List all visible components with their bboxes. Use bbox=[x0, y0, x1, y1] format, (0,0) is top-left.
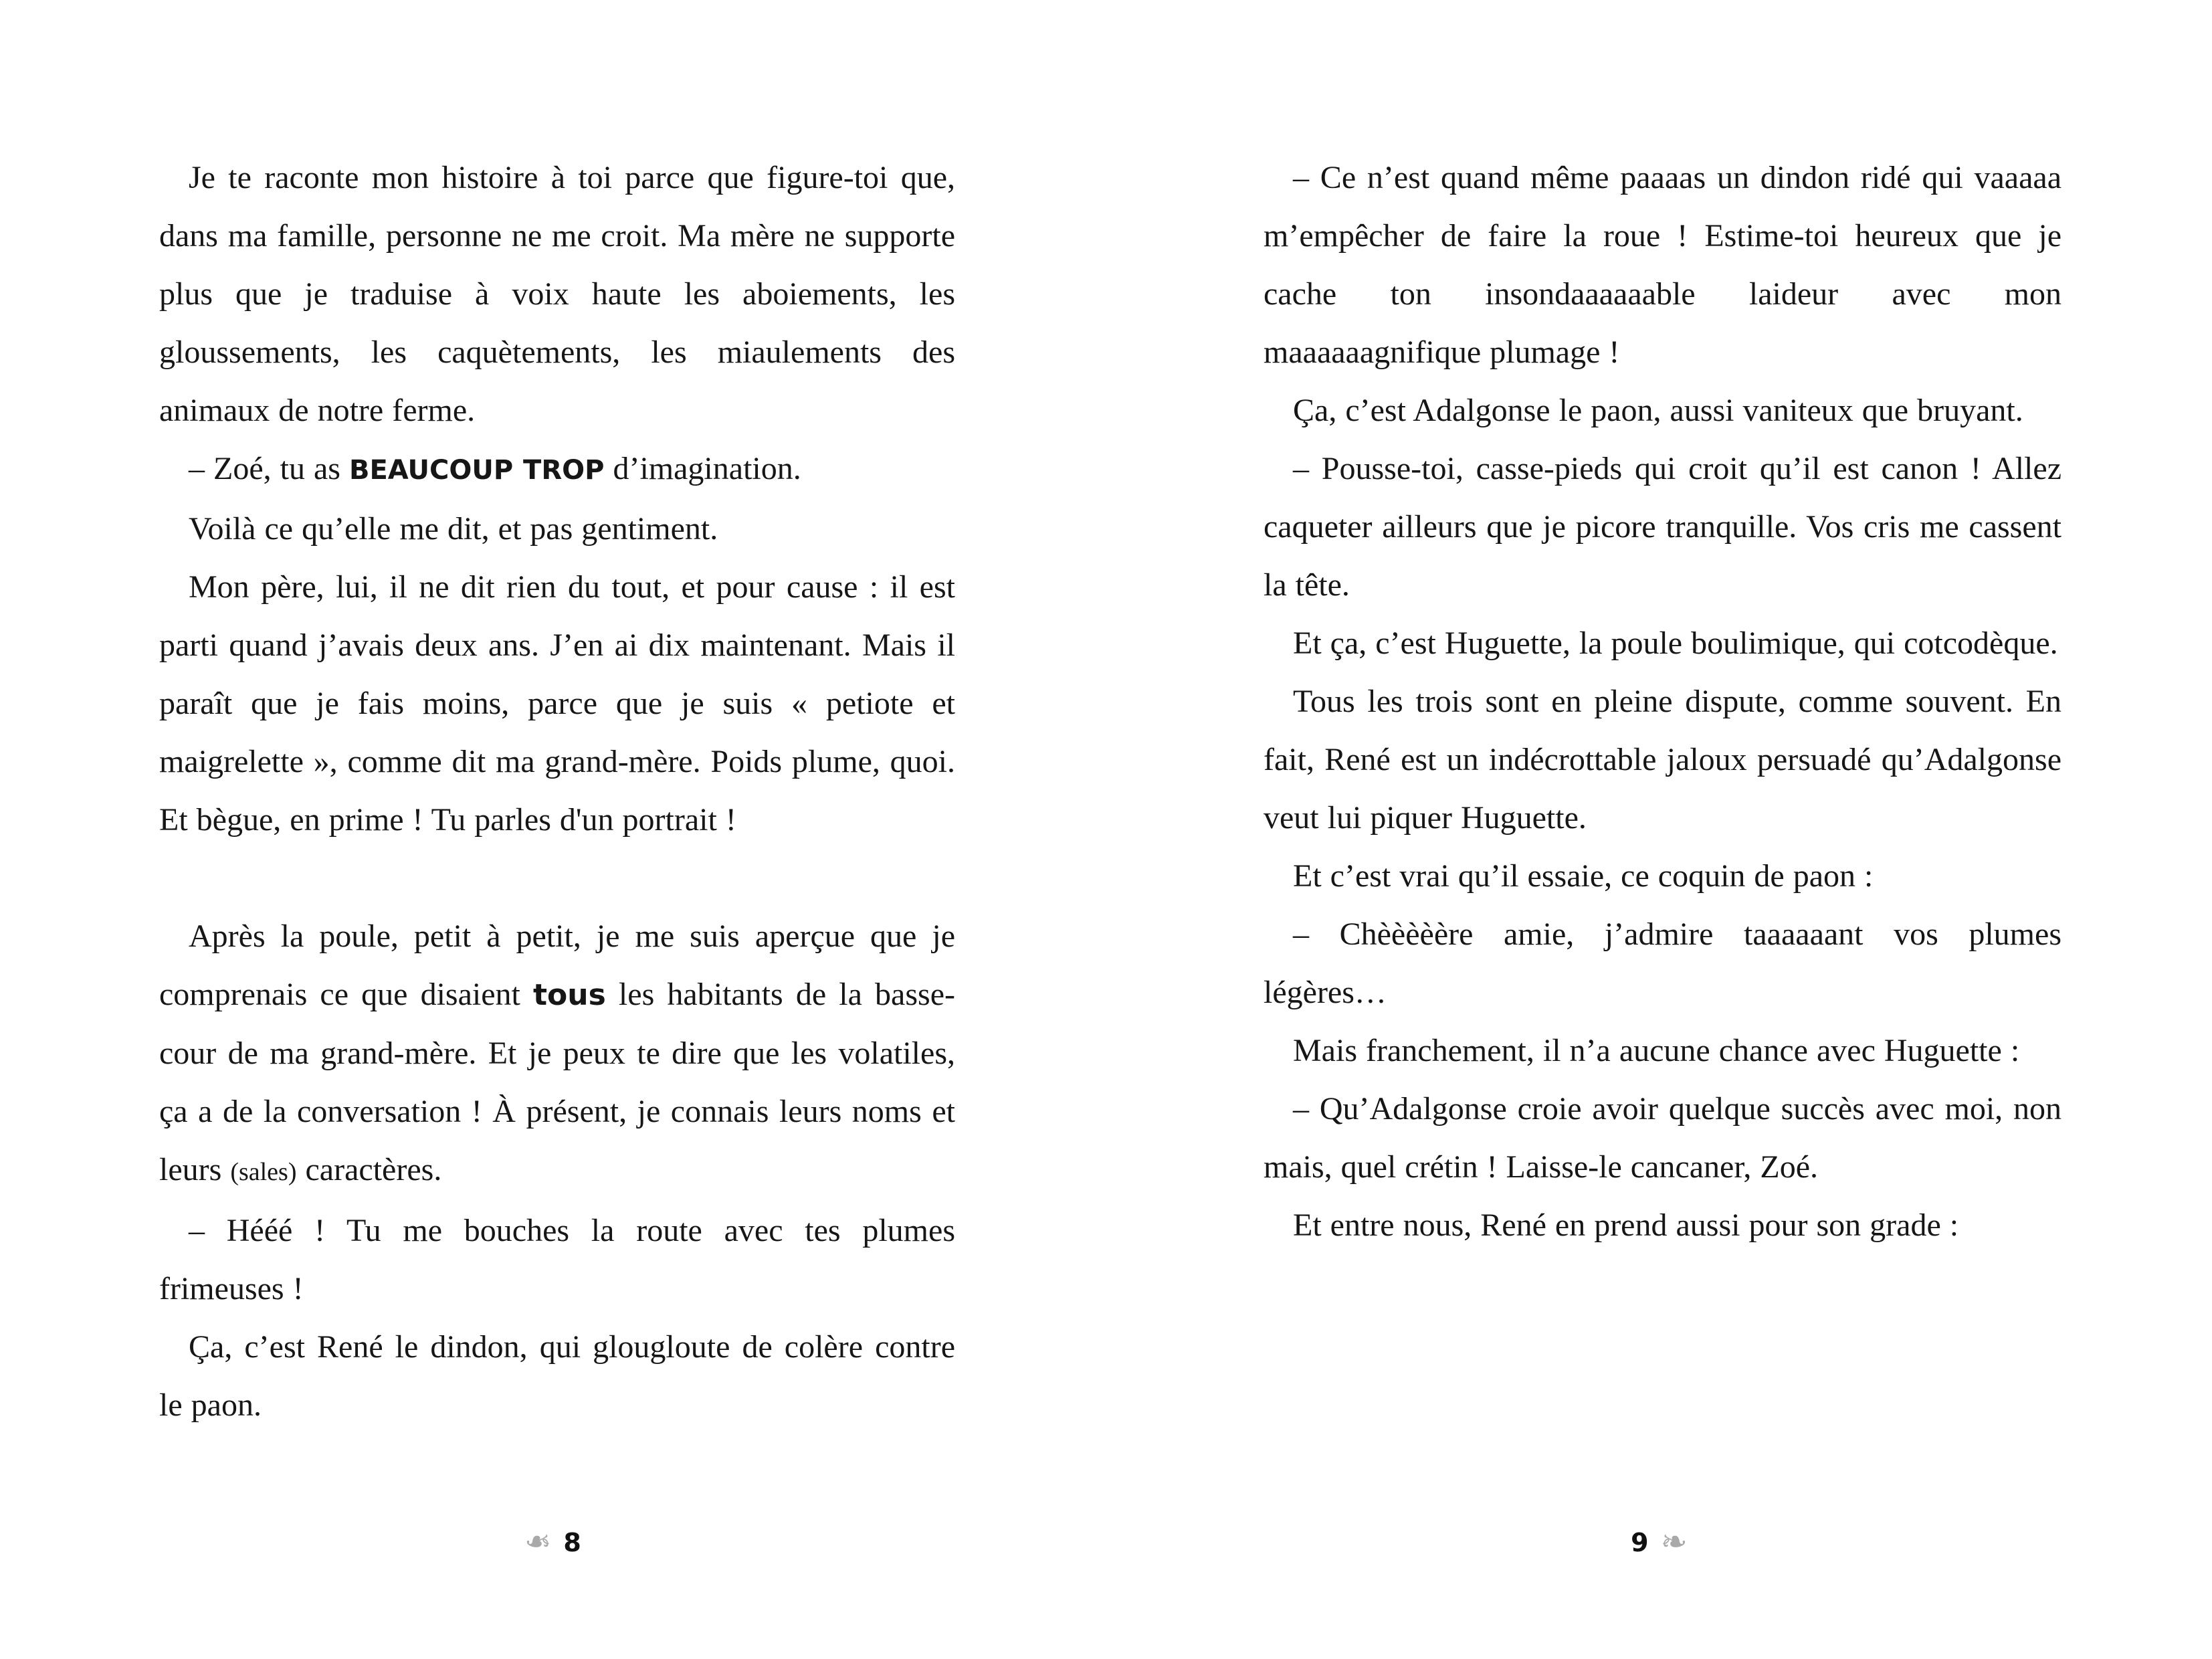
page-right bbox=[1106, 0, 2212, 1659]
page-number-right: 9 bbox=[1631, 1528, 1649, 1557]
emphasis-text: tous bbox=[533, 978, 606, 1012]
paragraph: Tous les trois sont en pleine dispute, comme souvent. En fait, René est un indécrottable jaloux persuadé qu’Adalgonse veut lui piquer Huguette. bbox=[1264, 684, 2062, 836]
paragraph: Voilà ce qu’elle me dit, et pas gentiment. bbox=[189, 511, 718, 547]
paragraph: Mais franchement, il n’a aucune chance avec Huguette : bbox=[1293, 1033, 2020, 1068]
small-text: (sales) bbox=[230, 1158, 297, 1186]
paragraph: Et entre nous, René en prend aussi pour son grade : bbox=[1293, 1207, 1959, 1243]
paragraph: – Pousse-toi, casse-pieds qui croit qu’il est canon ! Allez caqueter ailleurs que je picore tranquille. Vos cris me cassent la tête. bbox=[1264, 451, 2062, 603]
emphasis-text: BEAUCOUP TROP bbox=[348, 455, 605, 486]
paragraph: – Ce n’est quand même paaaas un dindon ridé qui vaaaaa m’empêcher de faire la roue ! Estime-toi heureux que je cache ton insondaaaaaable laideur avec mon maaaaaagnifique plumage ! bbox=[1264, 160, 2062, 370]
paragraph: Et ça, c’est Huguette, la poule boulimique, qui cotcodèque. bbox=[1293, 625, 2058, 661]
paragraph: Ça, c’est René le dindon, qui glougloute de colère contre le paon. bbox=[159, 1329, 955, 1423]
paragraph: – Zoé, tu as BEAUCOUP TROP d’imagination. bbox=[189, 451, 801, 486]
page-number-left: 8 bbox=[563, 1528, 581, 1557]
page-left-text-column bbox=[159, 149, 955, 1434]
paragraph: Ça, c’est Adalgonse le paon, aussi vaniteux que bruyant. bbox=[1293, 393, 2023, 428]
paragraph: – Qu’Adalgonse croie avoir quelque succès avec moi, non mais, quel crétin ! Laisse-le cancaner, Zoé. bbox=[1264, 1091, 2062, 1185]
paragraph: Je te raconte mon histoire à toi parce que figure-toi que, dans ma famille, personne ne me croit. Ma mère ne supporte plus que je traduise à voix haute les aboiements, les gloussements, les caquètements, les miaulements des animaux de notre ferme. bbox=[159, 160, 955, 428]
page-left-footer bbox=[0, 1527, 1106, 1559]
page-right-text-column bbox=[1264, 149, 2062, 1254]
paragraph: Mon père, lui, il ne dit rien du tout, et pour cause : il est parti quand j’avais deux ans. J’en ai dix maintenant. Mais il paraît que je fais moins, parce que je suis « petiote et maigrelette », comme dit ma grand-mère. Poids plume, quoi. Et bègue, en prime ! Tu parles d'un portrait ! bbox=[159, 569, 955, 838]
paragraph: – Chèèèèère amie, j’admire taaaaaant vos plumes légères… bbox=[1264, 916, 2062, 1010]
paragraph: Après la poule, petit à petit, je me suis aperçue que je comprenais ce que disaient tous les habitants de la basse-cour de ma grand-mère. Et je peux te dire que les volatiles, ça a de la conversation ! À présent, je connais leurs noms et leurs (sales) caractères. bbox=[159, 918, 955, 1187]
paragraph: Et c’est vrai qu’il essaie, ce coquin de paon : bbox=[1293, 858, 1874, 894]
page-right-footer bbox=[1106, 1527, 2212, 1559]
flourish-ornament-icon: ❧ bbox=[524, 1525, 552, 1560]
flourish-ornament-icon: ❧ bbox=[1660, 1525, 1688, 1560]
paragraph: – Hééé ! Tu me bouches la route avec tes plumes frimeuses ! bbox=[159, 1213, 955, 1306]
